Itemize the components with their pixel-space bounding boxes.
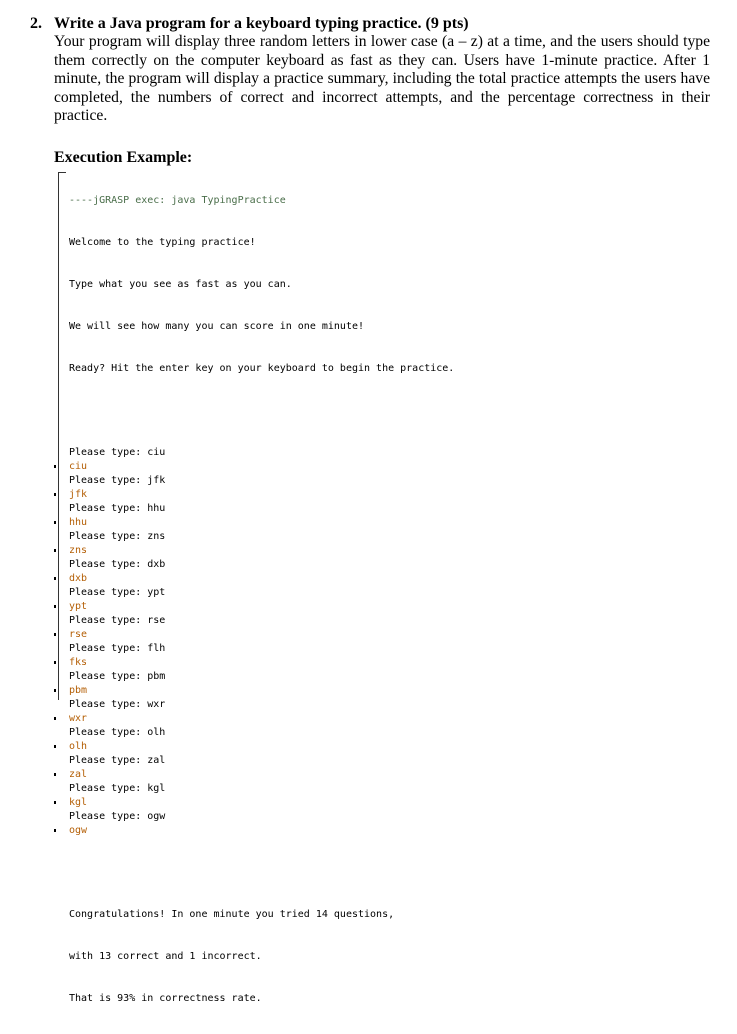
- user-input-line: olh: [69, 740, 454, 754]
- prompt-line: Please type: dxb: [69, 559, 166, 570]
- console-lines: [69, 166, 454, 1034]
- input-marker-icon: [54, 465, 56, 468]
- input-marker-icon: [54, 661, 56, 664]
- console-bracket: [58, 172, 66, 700]
- prompt-line: Please type: ypt: [69, 587, 166, 598]
- prompt-line: Please type: flh: [69, 643, 166, 654]
- prompt-line: Please type: hhu: [69, 503, 166, 514]
- prompt-line: Please type: rse: [69, 615, 166, 626]
- question-number: 2.: [30, 15, 42, 32]
- summary-line: That is 93% in correctness rate.: [69, 993, 262, 1004]
- input-marker-icon: [54, 773, 56, 776]
- rounds-list: [69, 446, 454, 838]
- input-marker-icon: [54, 577, 56, 580]
- user-input-line: ypt: [69, 600, 454, 614]
- input-marker-icon: [54, 689, 56, 692]
- prompt-line: Please type: zns: [69, 531, 166, 542]
- blank-line: [69, 404, 454, 418]
- user-input-line: wxr: [69, 712, 454, 726]
- intro-line: We will see how many you can score in one minute!: [69, 321, 365, 332]
- user-input-line: zns: [69, 544, 454, 558]
- prompt-line: Please type: pbm: [69, 671, 166, 682]
- user-input-line: kgl: [69, 796, 454, 810]
- summary-line: with 13 correct and 1 incorrect.: [69, 951, 262, 962]
- input-marker-icon: [54, 605, 56, 608]
- intro-line: Ready? Hit the enter key on your keyboard to begin the practice.: [69, 363, 455, 374]
- prompt-line: Please type: jfk: [69, 475, 166, 486]
- prompt-line: Please type: ogw: [69, 811, 166, 822]
- input-marker-icon: [54, 829, 56, 832]
- blank-line: [69, 866, 454, 880]
- prompt-line: Please type: zal: [69, 755, 166, 766]
- user-input-line: ogw: [69, 824, 454, 838]
- user-input-line: ciu: [69, 460, 454, 474]
- question-heading: [30, 14, 710, 33]
- user-input-line: hhu: [69, 516, 454, 530]
- input-marker-icon: [54, 493, 56, 496]
- user-input-line: jfk: [69, 488, 454, 502]
- input-marker-icon: [54, 745, 56, 748]
- question-block: [30, 14, 710, 126]
- input-marker-icon: [54, 549, 56, 552]
- console-output: [58, 166, 458, 1004]
- question-body: Your program will display three random letters in lower case (a – z) at a time, and the users should type them correctly on the computer keyboard as fast as they can. Users have 1-minute practice. After 1 minute, the program will display a practice summary, including the total practice attempts the users have completed, the numbers of correct and incorrect attempts, and the percentage correctness in their practice.: [54, 33, 710, 124]
- prompt-line: Please type: ciu: [69, 447, 166, 458]
- input-marker-icon: [54, 717, 56, 720]
- intro-line: Type what you see as fast as you can.: [69, 279, 292, 290]
- prompt-line: Please type: kgl: [69, 783, 166, 794]
- input-marker-icon: [54, 633, 56, 636]
- prompt-line: Please type: olh: [69, 727, 166, 738]
- intro-line: Welcome to the typing practice!: [69, 237, 256, 248]
- prompt-line: Please type: wxr: [69, 699, 166, 710]
- user-input-line: pbm: [69, 684, 454, 698]
- user-input-line: zal: [69, 768, 454, 782]
- exec-line: ----jGRASP exec: java TypingPractice: [69, 195, 286, 206]
- input-marker-icon: [54, 801, 56, 804]
- question-title: Write a Java program for a keyboard typing practice. (9 pts): [54, 15, 469, 32]
- summary-line: Congratulations! In one minute you tried 14 questions,: [69, 909, 395, 920]
- user-input-line: dxb: [69, 572, 454, 586]
- execution-example-title: Execution Example:: [54, 149, 193, 166]
- user-input-line: fks: [69, 656, 454, 670]
- input-marker-icon: [54, 521, 56, 524]
- user-input-line: rse: [69, 628, 454, 642]
